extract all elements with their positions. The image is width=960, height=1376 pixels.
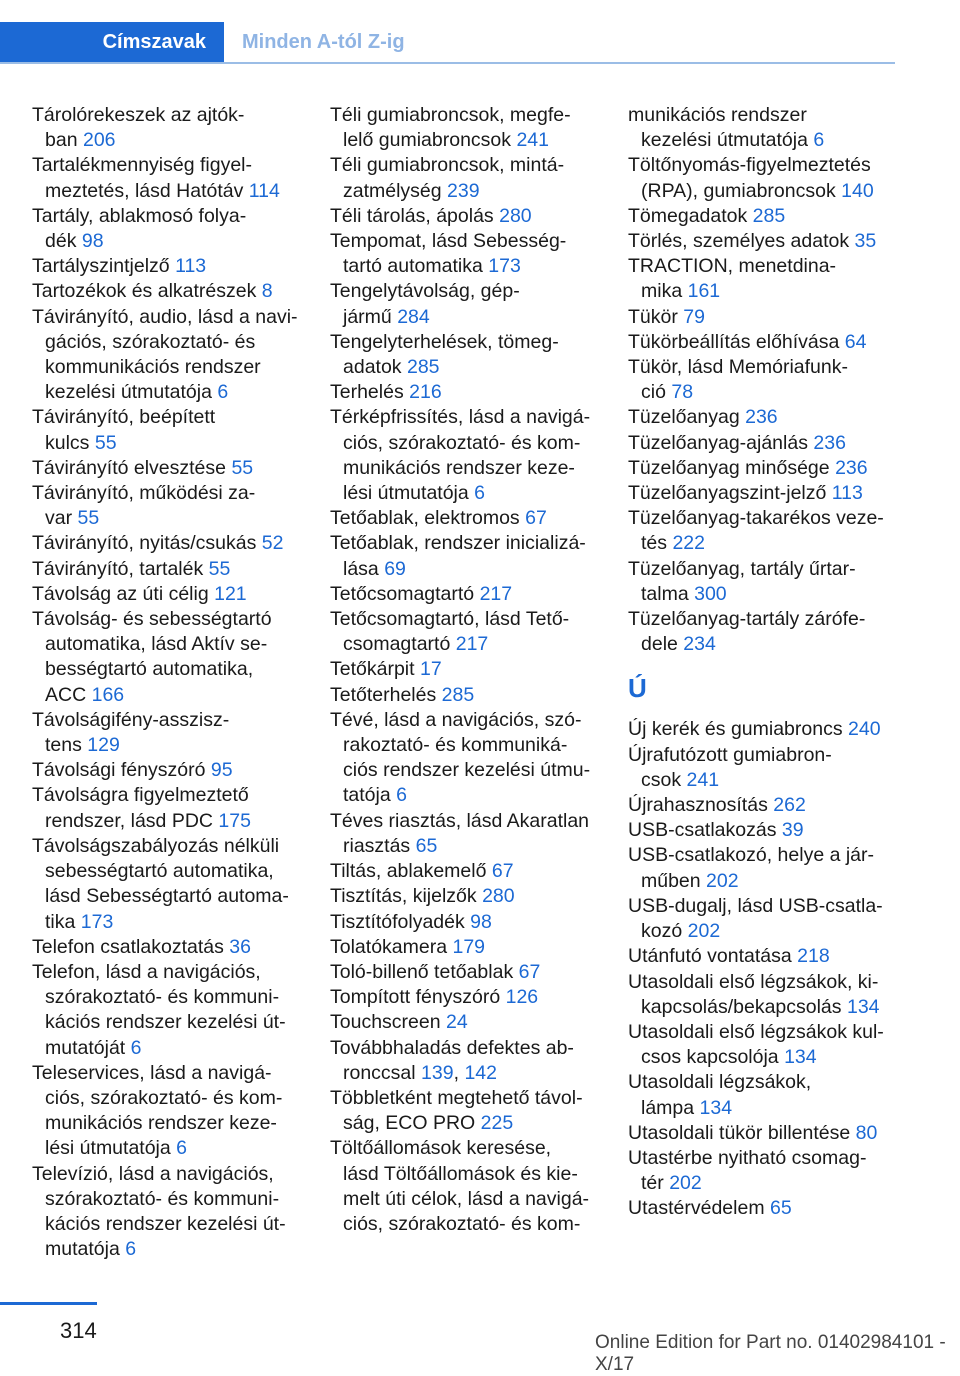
index-entry: [32, 758, 307, 783]
page-link[interactable]: 6: [130, 1036, 142, 1059]
index-entry-text: Téli tárolás, ápolás: [330, 204, 494, 227]
index-entry-text: Tetőcsomagtartó: [330, 582, 475, 605]
index-entry: [330, 1086, 605, 1136]
index-entry: [628, 355, 903, 405]
index-entry-text: Tolatókamera: [330, 935, 448, 958]
index-entry-text: Téli gumiabroncsok, mintá-: [330, 154, 565, 177]
index-entry-text: Tüzelőanyag-tartály zárófe-: [628, 608, 866, 631]
index-entry-text: Távolságra figyelmeztető: [32, 784, 249, 807]
index-entry-text: Tüzelőanyag-ajánlás: [628, 431, 808, 454]
page-link[interactable]: 300: [694, 582, 727, 605]
page-link[interactable]: 126: [505, 986, 539, 1009]
index-entry: [32, 960, 307, 1061]
index-entry-text: adatok: [343, 356, 402, 379]
index-entry: [32, 204, 307, 254]
index-entry: [330, 657, 605, 682]
page-link[interactable]: 6: [217, 381, 229, 404]
index-entry-text: ció: [641, 381, 666, 404]
index-entry: [628, 607, 903, 657]
index-entry-text: rendszer, lásd PDC: [45, 809, 213, 832]
index-entry: [32, 405, 307, 455]
index-entry: [628, 843, 903, 893]
index-entry: [330, 405, 605, 506]
index-column-3: [628, 103, 903, 1222]
index-entry-text: lelő gumiabroncsok: [343, 129, 512, 152]
index-entry-text: tér: [641, 1172, 664, 1195]
index-entry: [628, 1070, 903, 1120]
page-link[interactable]: 234: [683, 633, 716, 656]
index-entry-text: Távolságifény-asszisz-: [32, 708, 230, 731]
index-entry-text: Tömegadatok: [628, 204, 748, 227]
section-heading: Ú: [628, 673, 647, 704]
index-entry-text: Távirányító elvesztése: [32, 456, 227, 479]
index-entry: [32, 607, 307, 708]
page-link[interactable]: 166: [91, 683, 125, 706]
index-entry: [330, 506, 605, 531]
page-link[interactable]: 134: [699, 1096, 733, 1119]
page-link[interactable]: 55: [94, 431, 117, 454]
index-entry-text: zatmélység: [343, 179, 442, 202]
index-entry: [330, 1136, 605, 1237]
index-entry: [330, 103, 605, 153]
page-link[interactable]: 239: [447, 179, 480, 202]
index-entry: [32, 557, 307, 582]
index-entry-text: kációs rendszer kezelési út-: [45, 1011, 286, 1034]
index-entry-text: Többletként megtehető távol-: [330, 1086, 583, 1109]
index-entry-text: lásd Sebességtartó automa-: [45, 885, 289, 908]
index-entry-text: műben: [641, 869, 701, 892]
index-entry-text: (RPA), gumiabroncsok: [641, 179, 836, 202]
index-entry-text: Töltőállomások keresése,: [330, 1137, 552, 1160]
index-entry-text: Újrafutózott gumiabron-: [628, 743, 832, 766]
index-entry-text: Továbbhaladás defektes ab-: [330, 1036, 574, 1059]
index-entry-text: Távirányító, működési za-: [32, 482, 256, 505]
index-entry-text: csok: [641, 768, 682, 791]
index-entry: [628, 481, 903, 506]
index-entry: [330, 935, 605, 960]
index-entry-text: kációs rendszer kezelési út-: [45, 1212, 286, 1235]
index-entry: [628, 103, 903, 153]
page-link[interactable]: 236: [745, 406, 778, 429]
index-entry-text: Tüzelőanyag-takarékos veze-: [628, 507, 884, 530]
index-entry-text: Tetőkárpit: [330, 658, 415, 681]
index-entry: [330, 708, 605, 809]
page-link[interactable]: 236: [813, 431, 846, 454]
page-link[interactable]: 98: [470, 910, 492, 933]
index-entry: [32, 254, 307, 279]
page-link[interactable]: 67: [518, 960, 541, 983]
index-entry-text: mutatóját: [45, 1036, 126, 1059]
index-entry-text: Térképfrissítés, lásd a navigá-: [330, 406, 591, 429]
index-entry-text: ság, ECO PRO: [343, 1112, 476, 1135]
page-link[interactable]: 236: [835, 456, 868, 479]
page-link[interactable]: 241: [686, 768, 720, 791]
index-entry-text: Touchscreen: [330, 1011, 441, 1034]
index-entry-text: ronccsal: [343, 1061, 416, 1084]
index-entry-text: Tartályszintjelző: [32, 255, 170, 278]
index-entry-text: dék: [45, 230, 77, 253]
index-entry-text: melt úti célok, lásd a navigá-: [343, 1187, 590, 1210]
index-entry-text: Tüzelőanyagszint-jelző: [628, 482, 827, 505]
index-entry: [32, 305, 307, 406]
index-entry: [628, 1146, 903, 1196]
index-entry-text: Toló-billenő tetőablak: [330, 960, 514, 983]
page-link[interactable]: 95: [210, 759, 233, 782]
page-link[interactable]: 79: [683, 305, 705, 328]
index-entry-text: tés: [641, 532, 668, 555]
index-entry-text: tens: [45, 734, 82, 757]
index-entry-text: ACC: [45, 683, 87, 706]
index-entry: [330, 279, 605, 329]
index-entry-text: szórakoztató- és kommuni-: [45, 1187, 280, 1210]
index-entry-text: Tengelyterhelések, tömeg-: [330, 330, 559, 353]
page-link[interactable]: 285: [441, 683, 475, 706]
index-entry-text: Terhelés: [330, 381, 404, 404]
index-entry-text: munikációs rendszer keze-: [45, 1112, 277, 1135]
index-entry-text: Tükör: [628, 305, 678, 328]
page-link[interactable]: 222: [672, 532, 705, 555]
index-entry-text: Tiltás, ablakemelő: [330, 860, 487, 883]
index-entry-text: Tükör, lásd Memóriafunk-: [628, 356, 848, 379]
index-entry: [628, 153, 903, 203]
index-entry-text: Távolságszabályozás nélküli: [32, 834, 280, 857]
page-link[interactable]: 113: [175, 255, 207, 278]
index-entry-text: TRACTION, menetdina-: [628, 255, 837, 278]
index-entry-text: Utánfutó vontatása: [628, 945, 792, 968]
index-entry: [628, 229, 903, 254]
index-entry-text: Utasoldali első légzsákok, ki-: [628, 970, 879, 993]
index-entry-text: Televízió, lásd a navigációs,: [32, 1162, 274, 1185]
index-entry: [330, 960, 605, 985]
index-entry-text: Távolsági fényszóró: [32, 759, 206, 782]
page-link[interactable]: 52: [261, 532, 284, 555]
index-entry: [628, 818, 903, 843]
index-entry-text: Tompított fényszóró: [330, 986, 501, 1009]
index-entry: [330, 380, 605, 405]
index-entry-text: jármű: [343, 305, 392, 328]
index-entry: [330, 884, 605, 909]
page-link[interactable]: 142: [464, 1061, 497, 1084]
page-link[interactable]: 6: [813, 129, 825, 152]
page-link[interactable]: 69: [384, 557, 406, 580]
index-entry-text: lámpa: [641, 1096, 695, 1119]
page-link[interactable]: 6: [125, 1238, 137, 1261]
index-entry-text: tika: [45, 910, 76, 933]
index-entry: [32, 783, 307, 833]
index-entry-text: Tüzelőanyag minősége: [628, 456, 830, 479]
page-link[interactable]: 179: [452, 935, 486, 958]
page-link[interactable]: 114: [248, 179, 280, 202]
index-entry-text: riasztás: [343, 834, 411, 857]
page-link[interactable]: 173: [80, 910, 114, 933]
index-entry: [32, 456, 307, 481]
index-entry: [330, 330, 605, 380]
page-link[interactable]: 80: [855, 1121, 878, 1144]
page-link[interactable]: 6: [474, 482, 486, 505]
index-entry-text: ciós, szórakoztató- és kom-: [343, 431, 581, 454]
index-entry: [330, 582, 605, 607]
index-entry: [32, 1061, 307, 1162]
index-entry-text: Tüzelőanyag, tartály űrtar-: [628, 557, 856, 580]
page-link[interactable]: 225: [480, 1112, 514, 1135]
index-entry-text: Újrahasznosítás: [628, 794, 768, 817]
index-entry-text: USB-csatlakozó, helye a jár-: [628, 844, 875, 867]
index-entry: [628, 330, 903, 355]
index-entry-text: szórakoztató- és kommuni-: [45, 986, 280, 1009]
page-link[interactable]: 241: [516, 129, 549, 152]
index-entry: [330, 809, 605, 859]
tab-keywords[interactable]: Címszavak: [0, 22, 224, 62]
index-entry-text: Utasoldali első légzsákok kul-: [628, 1020, 884, 1043]
index-entry: [330, 531, 605, 581]
index-entry-text: lési útmutatója: [343, 482, 469, 505]
index-entry-text: Tisztítás, kijelzők: [330, 885, 477, 908]
page-link[interactable]: 202: [687, 920, 721, 943]
page-link[interactable]: 35: [854, 230, 877, 253]
index-entry-text: Tengelytávolság, gép-: [330, 280, 520, 303]
index-entry: [628, 405, 903, 430]
page-link[interactable]: 98: [81, 230, 104, 253]
index-entry-text: lása: [343, 557, 379, 580]
index-column-2: [330, 103, 605, 1237]
index-entry-text: kulcs: [45, 431, 90, 454]
index-entry-text: Utastérvédelem: [628, 1197, 765, 1220]
index-entry-text: ciós, szórakoztató- és kom-: [343, 1212, 581, 1235]
index-entry-text: ban: [45, 129, 78, 152]
page-link[interactable]: 218: [797, 945, 830, 968]
index-entry: [628, 970, 903, 1020]
index-entry: [32, 935, 307, 960]
tab-everything-a-z[interactable]: Minden A-tól Z-ig: [242, 30, 405, 53]
index-entry: [628, 204, 903, 229]
index-entry-text: talma: [641, 582, 689, 605]
page-link[interactable]: 140: [841, 179, 874, 202]
index-entry-text: dele: [641, 633, 678, 656]
index-entry: [330, 985, 605, 1010]
index-entry-text: sebességtartó automatika,: [45, 860, 274, 883]
index-entry-text: Új kerék és gumiabroncs: [628, 718, 843, 741]
index-entry-text: kapcsolás/bekapcsolás: [641, 995, 842, 1018]
page-link[interactable]: 173: [488, 255, 521, 278]
index-entry: [330, 859, 605, 884]
page-link[interactable]: 24: [446, 1011, 468, 1034]
index-entry: [628, 254, 903, 304]
page-link[interactable]: 280: [482, 885, 515, 908]
index-entry-text: Tárolórekeszek az ajtók-: [32, 104, 245, 126]
index-entry-text: gációs, szórakoztató- és: [45, 330, 256, 353]
page-link[interactable]: 55: [231, 456, 254, 479]
page-link[interactable]: 6: [396, 784, 407, 807]
index-entry-text: kezelési útmutatója: [45, 381, 212, 404]
index-entry-text: USB-csatlakozás: [628, 819, 777, 842]
index-entry: [330, 1010, 605, 1035]
index-entry-text: rakoztató- és kommuniká-: [343, 734, 568, 757]
page-link[interactable]: 36: [229, 935, 251, 958]
page-link[interactable]: 284: [397, 305, 430, 328]
page-link[interactable]: 17: [419, 658, 442, 681]
page-link[interactable]: 285: [406, 356, 440, 379]
page-link[interactable]: 175: [218, 809, 251, 832]
index-entry-text: bességtartó automatika,: [45, 658, 254, 681]
index-entry: [628, 1196, 903, 1221]
index-entry: [628, 717, 903, 742]
index-entry-text: Törlés, személyes adatok: [628, 230, 850, 253]
index-entry-text: lési útmutatója: [45, 1137, 171, 1160]
index-entry: [32, 834, 307, 935]
index-entry-text: Töltőnyomás-figyelmeztetés: [628, 154, 871, 177]
index-entry-text: Tetőablak, elektromos: [330, 507, 520, 530]
index-entry-text: Távirányító, audio, lásd a navi-: [32, 305, 298, 328]
index-entry-text: ciós rendszer kezelési útmu-: [343, 759, 591, 782]
index-entry-text: kommunikációs rendszer: [45, 356, 261, 379]
index-entry-text: Tetőterhelés: [330, 683, 437, 706]
index-entry: [330, 607, 605, 657]
page-link[interactable]: 262: [773, 794, 806, 817]
page-link[interactable]: 161: [687, 280, 721, 303]
index-entry-text: automatika, lásd Aktív se-: [45, 633, 268, 656]
index-entry: [330, 204, 605, 229]
index-entry-text: Tetőcsomagtartó, lásd Tető-: [330, 608, 570, 631]
index-entry: [628, 506, 903, 556]
index-entry: [330, 683, 605, 708]
page-link[interactable]: 129: [87, 734, 120, 757]
page-link[interactable]: 55: [208, 557, 231, 580]
index-entry-text: mutatója: [45, 1238, 120, 1261]
page-link[interactable]: 113: [831, 482, 863, 505]
index-entry: [32, 481, 307, 531]
page-link[interactable]: 139: [421, 1061, 454, 1084]
index-entry-text: Téves riasztás, lásd Akaratlan: [330, 809, 590, 832]
index-entry-text: munikációs rendszer: [628, 104, 807, 126]
page-link[interactable]: 6: [176, 1137, 188, 1160]
index-entry-text: Utasoldali légzsákok,: [628, 1071, 812, 1094]
index-entry-text: csos kapcsolója: [641, 1046, 779, 1069]
page-link[interactable]: 65: [415, 834, 438, 857]
index-entry: [628, 456, 903, 481]
page-link[interactable]: 216: [409, 381, 442, 404]
index-entry-text: Utasoldali tükör billentése: [628, 1121, 851, 1144]
index-entry-text: Utastérbe nyitható csomag-: [628, 1146, 867, 1169]
index-entry-text: var: [45, 507, 73, 530]
page-link[interactable]: 280: [499, 204, 532, 227]
index-entry: [628, 793, 903, 818]
index-entry: [32, 153, 307, 203]
index-entry: [628, 944, 903, 969]
index-entry: [628, 305, 903, 330]
index-entry: [32, 103, 307, 153]
page-link[interactable]: 217: [479, 582, 513, 605]
index-entry-text: Távolság az úti célig: [32, 582, 209, 605]
page-link[interactable]: 134: [846, 995, 880, 1018]
index-entry-text: lásd Töltőállomások és kie-: [343, 1162, 578, 1185]
index-entry-text: csomagtartó: [343, 633, 451, 656]
index-entry-text: Tartalékmennyiség figyel-: [32, 154, 253, 177]
page-link[interactable]: 55: [77, 507, 100, 530]
index-entry: [32, 531, 307, 556]
index-entry: [628, 431, 903, 456]
page-link[interactable]: 67: [491, 860, 514, 883]
index-entry: [628, 743, 903, 793]
index-entry-text: Távirányító, nyitás/csukás: [32, 532, 257, 555]
index-entry-text: Tartály, ablakmosó folya-: [32, 204, 247, 227]
index-entry-text: Távirányító, tartalék: [32, 557, 204, 580]
page-link[interactable]: 206: [82, 129, 116, 152]
index-entry: [32, 1162, 307, 1263]
index-entry-text: Tévé, lásd a navigációs, szó-: [330, 708, 582, 731]
index-entry-text: Távolság- és sebességtartó: [32, 608, 272, 631]
index-entry-text: meztetés, lásd Hatótáv: [45, 179, 244, 202]
index-entry-text: Telefon csatlakoztatás: [32, 935, 224, 958]
tab-bar: [0, 22, 895, 64]
index-entry-text: tatója: [343, 784, 391, 807]
page-link[interactable]: 39: [781, 819, 804, 842]
page-link[interactable]: 217: [455, 633, 489, 656]
page-link[interactable]: 202: [669, 1172, 702, 1195]
index-entry: [330, 910, 605, 935]
index-entry-text: Teleservices, lásd a navigá-: [32, 1061, 272, 1084]
index-entry: [32, 708, 307, 758]
index-entry-text: Tüzelőanyag: [628, 406, 740, 429]
page-link[interactable]: 8: [261, 280, 273, 303]
index-entry-text: Tartozékok és alkatrészek: [32, 280, 257, 303]
index-entry-text: munikációs rendszer keze-: [343, 456, 575, 479]
index-entry: Továbbhaladás defektes ab- ronccsal 139, 142: [330, 1036, 574, 1084]
index-entry: [330, 229, 605, 279]
page-link[interactable]: 202: [706, 869, 739, 892]
page-link[interactable]: 65: [769, 1197, 792, 1220]
edition-note: Online Edition for Part no. 01402984101 - X/17: [595, 1332, 946, 1375]
index-column-1: [32, 103, 307, 1262]
index-entry-text: Tempomat, lásd Sebesség-: [330, 230, 567, 253]
page-link[interactable]: 78: [671, 381, 694, 404]
index-entry-text: tartó automatika: [343, 255, 483, 278]
index-entry: [628, 557, 903, 607]
page-link[interactable]: 285: [752, 204, 786, 227]
footer-rule: [0, 1302, 97, 1305]
index-entry: [628, 894, 903, 944]
index-entry-text: Telefon, lásd a navigációs,: [32, 960, 261, 983]
page-link[interactable]: 67: [525, 507, 547, 530]
index-entry: [330, 153, 605, 203]
index-entry-text: kezelési útmutatója: [641, 129, 808, 152]
index-entry-text: mika: [641, 280, 683, 303]
index-entry-text: kozó: [641, 920, 683, 943]
index-entry: [628, 1020, 903, 1070]
index-entry-text: Téli gumiabroncsok, megfe-: [330, 104, 571, 126]
page-number: 314: [60, 1318, 97, 1343]
page-link[interactable]: 121: [214, 582, 247, 605]
index-entry-text: Tetőablak, rendszer inicializá-: [330, 532, 586, 555]
index-entry-text: Tisztítófolyadék: [330, 910, 465, 933]
page-link[interactable]: 240: [848, 718, 881, 741]
index-entry: [628, 1121, 903, 1146]
page-link[interactable]: 134: [784, 1046, 817, 1069]
index-entry: [32, 279, 307, 304]
index-entry: [32, 582, 307, 607]
index-entry-text: Távirányító, beépített: [32, 406, 216, 429]
index-entry-text: USB-dugalj, lásd USB-csatla-: [628, 894, 883, 917]
index-entry-text: ciós, szórakoztató- és kom-: [45, 1086, 283, 1109]
page-link[interactable]: 64: [844, 330, 867, 353]
index-entry-text: Tükörbeállítás előhívása: [628, 330, 840, 353]
